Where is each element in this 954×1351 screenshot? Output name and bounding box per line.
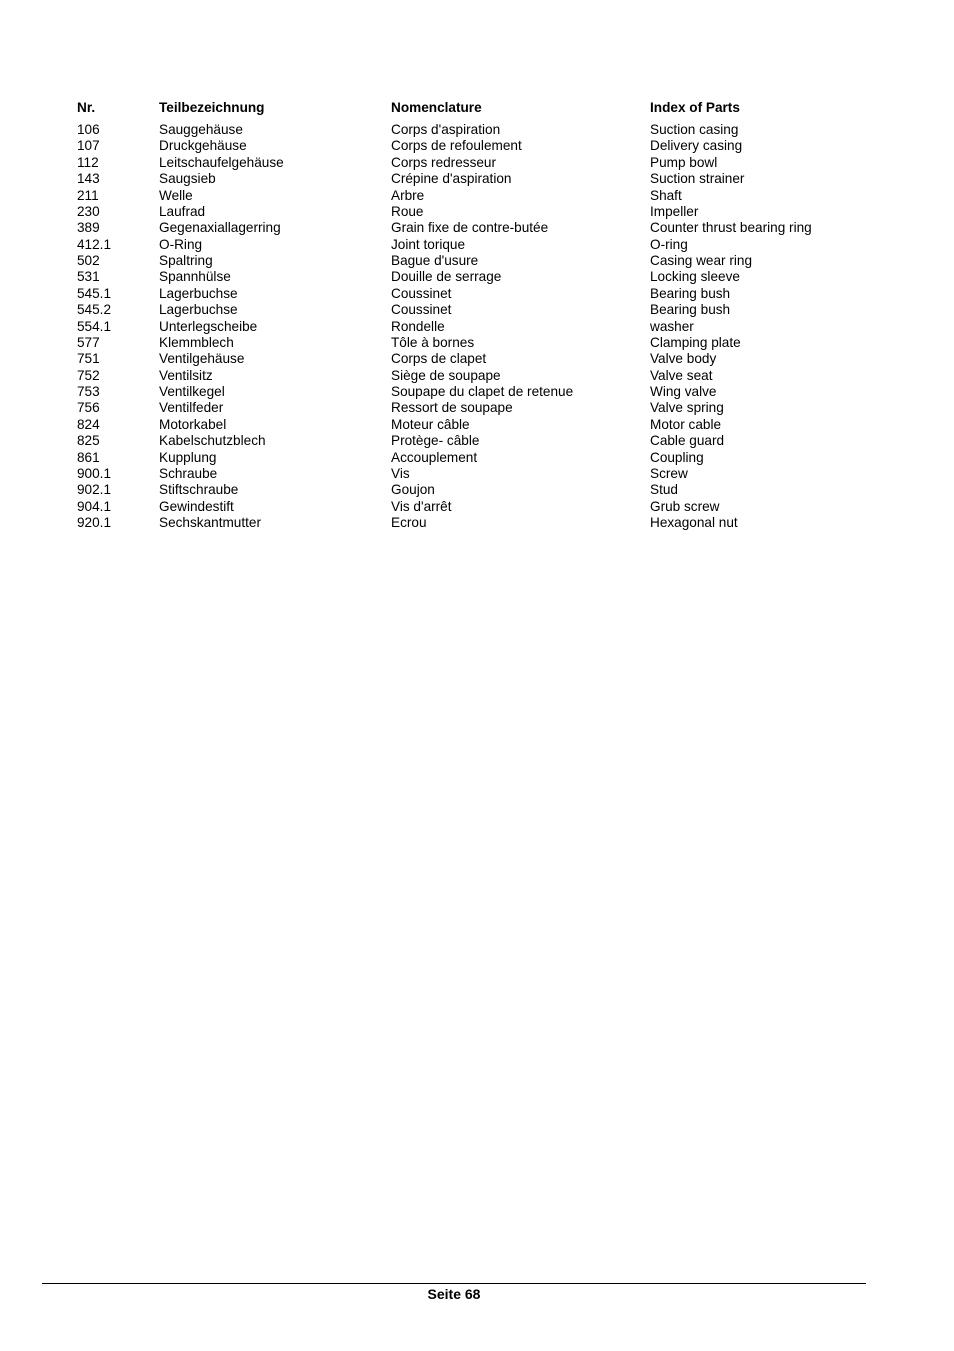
french-name-cell: Coussinet xyxy=(391,302,452,318)
table-row xyxy=(77,171,870,187)
parts-table-body xyxy=(77,122,870,531)
english-name-cell: Delivery casing xyxy=(650,138,743,154)
part-number-cell: 545.1 xyxy=(77,285,112,301)
french-name-cell: Crépine d'aspiration xyxy=(391,171,512,187)
german-name-cell: Sechskantmutter xyxy=(159,515,261,530)
german-name-cell: Gewindestift xyxy=(159,498,234,514)
table-row xyxy=(77,433,870,449)
french-name-cell: Corps redresseur xyxy=(391,154,497,170)
french-name-cell: Joint torique xyxy=(391,236,466,252)
english-name-cell: Pump bowl xyxy=(650,154,718,170)
french-name-cell: Protège- câble xyxy=(391,433,480,449)
english-name-cell: washer xyxy=(650,318,694,334)
table-row xyxy=(77,302,870,318)
french-name-cell: Rondelle xyxy=(391,318,445,334)
french-name-cell: Ressort de soupape xyxy=(391,400,513,416)
part-number-cell: 531 xyxy=(77,269,100,285)
table-row xyxy=(77,155,870,171)
french-name-cell: Ecrou xyxy=(391,515,427,530)
table-row xyxy=(77,335,870,351)
parts-list-table xyxy=(77,100,870,531)
english-name-cell: Suction casing xyxy=(650,122,739,137)
table-row xyxy=(77,269,870,285)
german-name-cell: Unterlegscheibe xyxy=(159,318,258,334)
german-name-cell: Druckgehäuse xyxy=(159,138,247,154)
french-name-cell: Tôle à bornes xyxy=(391,334,475,350)
part-number-cell: 824 xyxy=(77,416,100,432)
german-name-cell: Spannhülse xyxy=(159,269,231,285)
part-number-cell: 112 xyxy=(77,154,99,170)
page-number: Seite 68 xyxy=(427,1286,481,1302)
french-name-cell: Siège de soupape xyxy=(391,367,501,383)
table-row xyxy=(77,417,870,433)
table-row xyxy=(77,384,870,400)
english-name-cell: O-ring xyxy=(650,236,688,252)
french-name-cell: Corps de clapet xyxy=(391,351,487,367)
german-name-cell: Lagerbuchse xyxy=(159,302,238,318)
french-name-cell: Coussinet xyxy=(391,285,452,301)
table-row xyxy=(77,351,870,367)
header-index-of-parts: Index of Parts xyxy=(650,100,740,115)
part-number-cell: 230 xyxy=(77,203,100,219)
english-name-cell: Wing valve xyxy=(650,384,717,399)
part-number-cell: 143 xyxy=(77,171,100,187)
part-number-cell: 502 xyxy=(77,253,100,268)
part-number-cell: 389 xyxy=(77,220,100,236)
part-number-cell: 751 xyxy=(77,351,100,367)
french-name-cell: Corps de refoulement xyxy=(391,138,522,154)
table-row xyxy=(77,188,870,204)
english-name-cell: Suction strainer xyxy=(650,171,745,187)
table-row xyxy=(77,138,870,154)
german-name-cell: Welle xyxy=(159,187,193,203)
english-name-cell: Casing wear ring xyxy=(650,253,752,268)
table-row xyxy=(77,450,870,466)
part-number-cell: 752 xyxy=(77,367,100,383)
part-number-cell: 107 xyxy=(77,138,100,154)
table-row xyxy=(77,466,870,482)
table-row xyxy=(77,122,870,138)
table-row xyxy=(77,515,870,531)
german-name-cell: Kabelschutzblech xyxy=(159,433,266,449)
part-number-cell: 756 xyxy=(77,400,100,416)
english-name-cell: Clamping plate xyxy=(650,334,741,350)
table-row xyxy=(77,368,870,384)
part-number-cell: 825 xyxy=(77,433,100,449)
table-row xyxy=(77,253,870,269)
parts-table-header xyxy=(77,100,870,122)
german-name-cell: Motorkabel xyxy=(159,416,227,432)
german-name-cell: Sauggehäuse xyxy=(159,122,243,137)
footer-divider xyxy=(42,1283,866,1284)
part-number-cell: 106 xyxy=(77,122,100,137)
english-name-cell: Bearing bush xyxy=(650,285,731,301)
english-name-cell: Valve seat xyxy=(650,367,713,383)
table-row xyxy=(77,400,870,416)
part-number-cell: 577 xyxy=(77,334,100,350)
english-name-cell: Bearing bush xyxy=(650,302,731,318)
french-name-cell: Vis xyxy=(391,465,410,481)
part-number-cell: 920.1 xyxy=(77,515,112,530)
french-name-cell: Soupape du clapet de retenue xyxy=(391,384,574,399)
german-name-cell: Laufrad xyxy=(159,203,206,219)
table-row xyxy=(77,499,870,515)
german-name-cell: Stiftschraube xyxy=(159,482,239,498)
english-name-cell: Shaft xyxy=(650,187,682,203)
table-row xyxy=(77,482,870,498)
german-name-cell: Ventilgehäuse xyxy=(159,351,245,367)
part-number-cell: 554.1 xyxy=(77,318,112,334)
header-nr: Nr. xyxy=(77,100,96,115)
german-name-cell: Ventilkegel xyxy=(159,384,225,399)
german-name-cell: Spaltring xyxy=(159,253,213,268)
german-name-cell: Gegenaxiallagerring xyxy=(159,220,281,236)
header-row xyxy=(77,100,870,122)
header-nomenclature: Nomenclature xyxy=(391,100,482,115)
part-number-cell: 904.1 xyxy=(77,498,112,514)
german-name-cell: Saugsieb xyxy=(159,171,216,187)
english-name-cell: Hexagonal nut xyxy=(650,515,738,530)
french-name-cell: Corps d'aspiration xyxy=(391,122,501,137)
english-name-cell: Stud xyxy=(650,482,678,498)
english-name-cell: Valve spring xyxy=(650,400,724,416)
german-name-cell: Lagerbuchse xyxy=(159,285,238,301)
german-name-cell: Schraube xyxy=(159,465,218,481)
german-name-cell: Kupplung xyxy=(159,449,217,465)
french-name-cell: Roue xyxy=(391,203,424,219)
french-name-cell: Grain fixe de contre-butée xyxy=(391,220,549,236)
french-name-cell: Vis d'arrêt xyxy=(391,498,452,514)
table-row xyxy=(77,204,870,220)
english-name-cell: Motor cable xyxy=(650,416,722,432)
part-number-cell: 902.1 xyxy=(77,482,112,498)
french-name-cell: Douille de serrage xyxy=(391,269,502,285)
french-name-cell: Arbre xyxy=(391,187,425,203)
english-name-cell: Grub screw xyxy=(650,498,720,514)
english-name-cell: Cable guard xyxy=(650,433,725,449)
part-number-cell: 900.1 xyxy=(77,465,112,481)
table-row xyxy=(77,286,870,302)
german-name-cell: Ventilsitz xyxy=(159,367,213,383)
french-name-cell: Moteur câble xyxy=(391,416,470,432)
part-number-cell: 412.1 xyxy=(77,236,112,252)
part-number-cell: 753 xyxy=(77,384,100,399)
english-name-cell: Valve body xyxy=(650,351,717,367)
french-name-cell: Goujon xyxy=(391,482,435,498)
table-row xyxy=(77,220,870,236)
french-name-cell: Accouplement xyxy=(391,449,478,465)
part-number-cell: 211 xyxy=(77,187,99,203)
table-row xyxy=(77,237,870,253)
german-name-cell: Klemmblech xyxy=(159,334,234,350)
german-name-cell: Ventilfeder xyxy=(159,400,224,416)
english-name-cell: Counter thrust bearing ring xyxy=(650,220,812,236)
part-number-cell: 545.2 xyxy=(77,302,112,318)
header-teilbezeichnung: Teilbezeichnung xyxy=(159,100,265,115)
table-row xyxy=(77,319,870,335)
english-name-cell: Locking sleeve xyxy=(650,269,740,285)
english-name-cell: Coupling xyxy=(650,449,704,465)
german-name-cell: O-Ring xyxy=(159,236,203,252)
english-name-cell: Screw xyxy=(650,465,688,481)
french-name-cell: Bague d'usure xyxy=(391,253,479,268)
part-number-cell: 861 xyxy=(77,449,100,465)
english-name-cell: Impeller xyxy=(650,203,699,219)
german-name-cell: Leitschaufelgehäuse xyxy=(159,154,284,170)
